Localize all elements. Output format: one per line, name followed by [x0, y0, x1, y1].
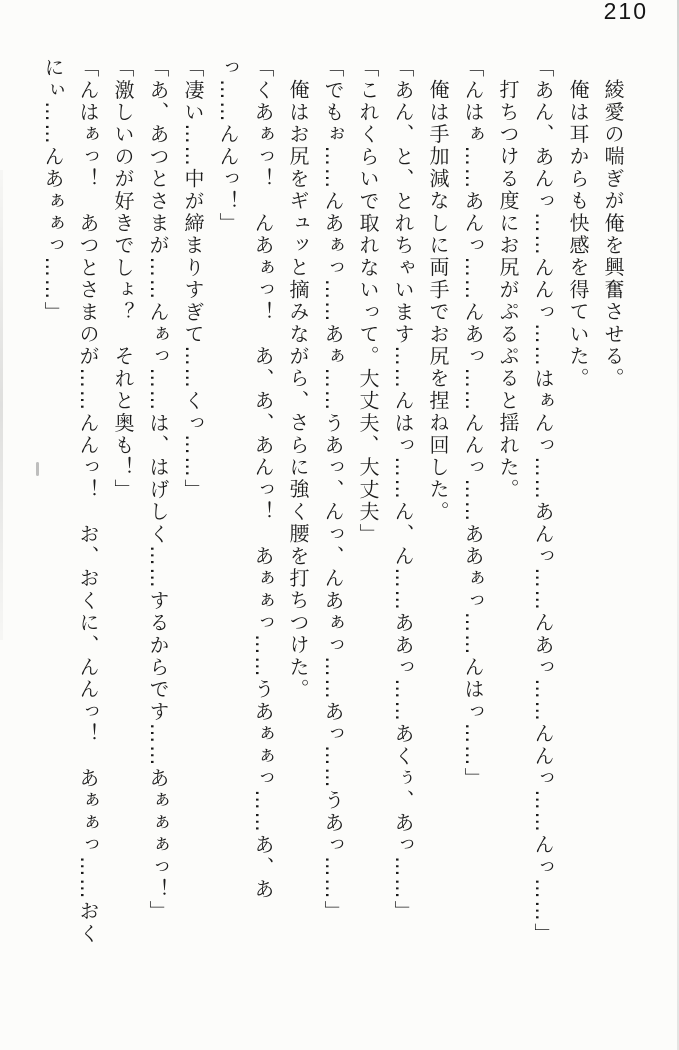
text-line: 「あ、あつとさまが……んぁっ……は、はげしく……するからです……あぁぁぁっ！」	[146, 57, 170, 923]
text-line: 「んはぁ……あんっ……んあっ……んんっ……ああぁっ……んはっ……」	[461, 57, 485, 790]
scan-artifact-speck	[36, 462, 39, 476]
text-line: 俺は手加減なしに両手でお尻を捏ね回した。	[426, 79, 450, 523]
text-line: 「凄い……中が締まりすぎて……くっ……」	[181, 57, 205, 501]
text-line: 俺は耳からも快感を得ていた。	[566, 79, 590, 390]
text-line: 「んはぁっ！ あつとさまのが……んんっ！ お、おくに、んんっ！ あぁぁっ……おく	[76, 57, 100, 945]
text-line: 「でもぉ……んあぁっ……あぁ……うあっ、んっ、んあぁっ……あっ……うあっ……」	[321, 57, 345, 923]
scan-artifact-left-edge	[0, 170, 3, 640]
text-line: 「あん、と、とれちゃいます……んはっ……ん、ん……ああっ……あくぅ、あっ……」	[391, 57, 415, 923]
text-line: 俺はお尻をギュッと摘みながら、さらに強く腰を打ちつけた。	[286, 79, 310, 701]
text-line: 打ちつける度にお尻がぷるぷると揺れた。	[496, 79, 520, 501]
text-line: 「激しいのが好きでしょ？ それと奥も！」	[111, 57, 135, 501]
text-column-container	[35, 57, 630, 1013]
text-line: 「あん、あんっ……んんっ……はぁんっ……あんっ……んあっ……んんっ……んっ……」	[531, 57, 555, 945]
text-line: 綾愛の喘ぎが俺を興奮させる。	[601, 79, 625, 390]
text-line: 「これくらいで取れないって。大丈夫、大丈夫」	[356, 57, 380, 546]
text-line: にぃ……んあぁぁっ……」	[41, 57, 65, 324]
page-number: 210	[603, 0, 648, 24]
text-line: っ……んんっ！」	[216, 57, 240, 235]
text-line: 「くあぁっ！ んあぁっ！ あ、あ、あんっ！ あぁぁっ……うあぁぁっ……あ、あ	[251, 57, 275, 901]
